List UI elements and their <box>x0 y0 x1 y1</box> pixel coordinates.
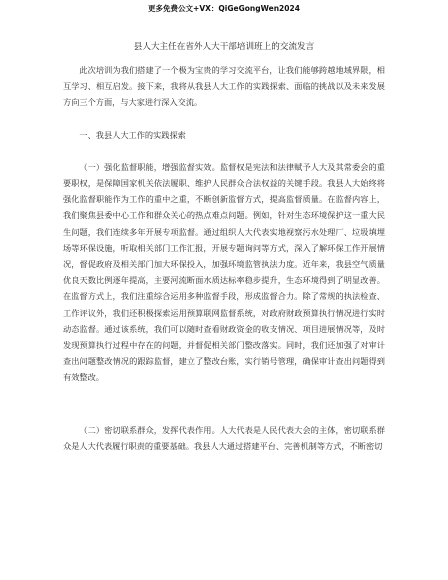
document-title: 县人大主任在省外人大干部培训班上的交流发言 <box>133 42 315 52</box>
spacer <box>63 386 385 422</box>
page-header-promo: 更多免费公文+VX：QiGeGongWen2024 <box>148 4 300 13</box>
spacer <box>63 111 385 127</box>
body-paragraph: （二）密切联系群众，发挥代表作用。人大代表是人民代表大会的主体，密切联系群众是人大代表履行职责的重要基础。我县人大通过搭建平台、完善机制等方式，不断密切 <box>63 424 385 451</box>
section-heading: 一、我县人大工作的实践探索 <box>79 129 186 140</box>
intro-paragraph: 此次培训为我们搭建了一个极为宝贵的学习交流平台，让我们能够跨越地域界限，相互学习、相互启发。接下来，我将从我县人大工作的实践探索、面临的挑战以及未来发展方向三个方面，与大家进行深入交流。 <box>63 65 385 108</box>
spacer <box>63 143 385 159</box>
body-paragraph: （一）强化监督职能，增强监督实效。监督权是宪法和法律赋予人大及其常委会的重要职权，是保障国家机关依法履职、维护人民群众合法权益的关键手段。我县人大始终将强化监督职能作为工作的重中之重，不断创新监督方式，提高监督质量。在监督内容上，我们聚焦县委中心工作和群众关心的热点难点问题。例如，针对生态环境保护这一重大民生问题，我们连续多年开展专项监督。通过组织人大代表实地视察污水处理厂、垃圾填埋场等环保设施，听取相关部门工作汇报，开展专题询问等方式，深入了解环保工作开展情况，督促政府及相关部门加大环保投入，加强环境监管执法力度。近年来，我县空气质量优良天数比例逐年提高，主要河流断面水质达标率稳步提升，生态环境得到了明显改善。在监督方式上，我们注重综合运用多种监督手段，形成监督合力。除了常规的执法检查、工作评议外，我们还积极探索运用预算联网监督系统，对政府财政预算执行情况进行实时动态监督。通过该系统，我们可以随时查看财政资金的收支情况、项目进展情况等，及时发现预算执行过程中存在的问题，并督促相关部门整改落实。同时，我们还加强了对审计查出问题整改情况的跟踪监督，建立了整改台账，实行销号管理，确保审计查出问题得到有效整改。 <box>63 161 385 383</box>
document-body <box>63 62 385 454</box>
